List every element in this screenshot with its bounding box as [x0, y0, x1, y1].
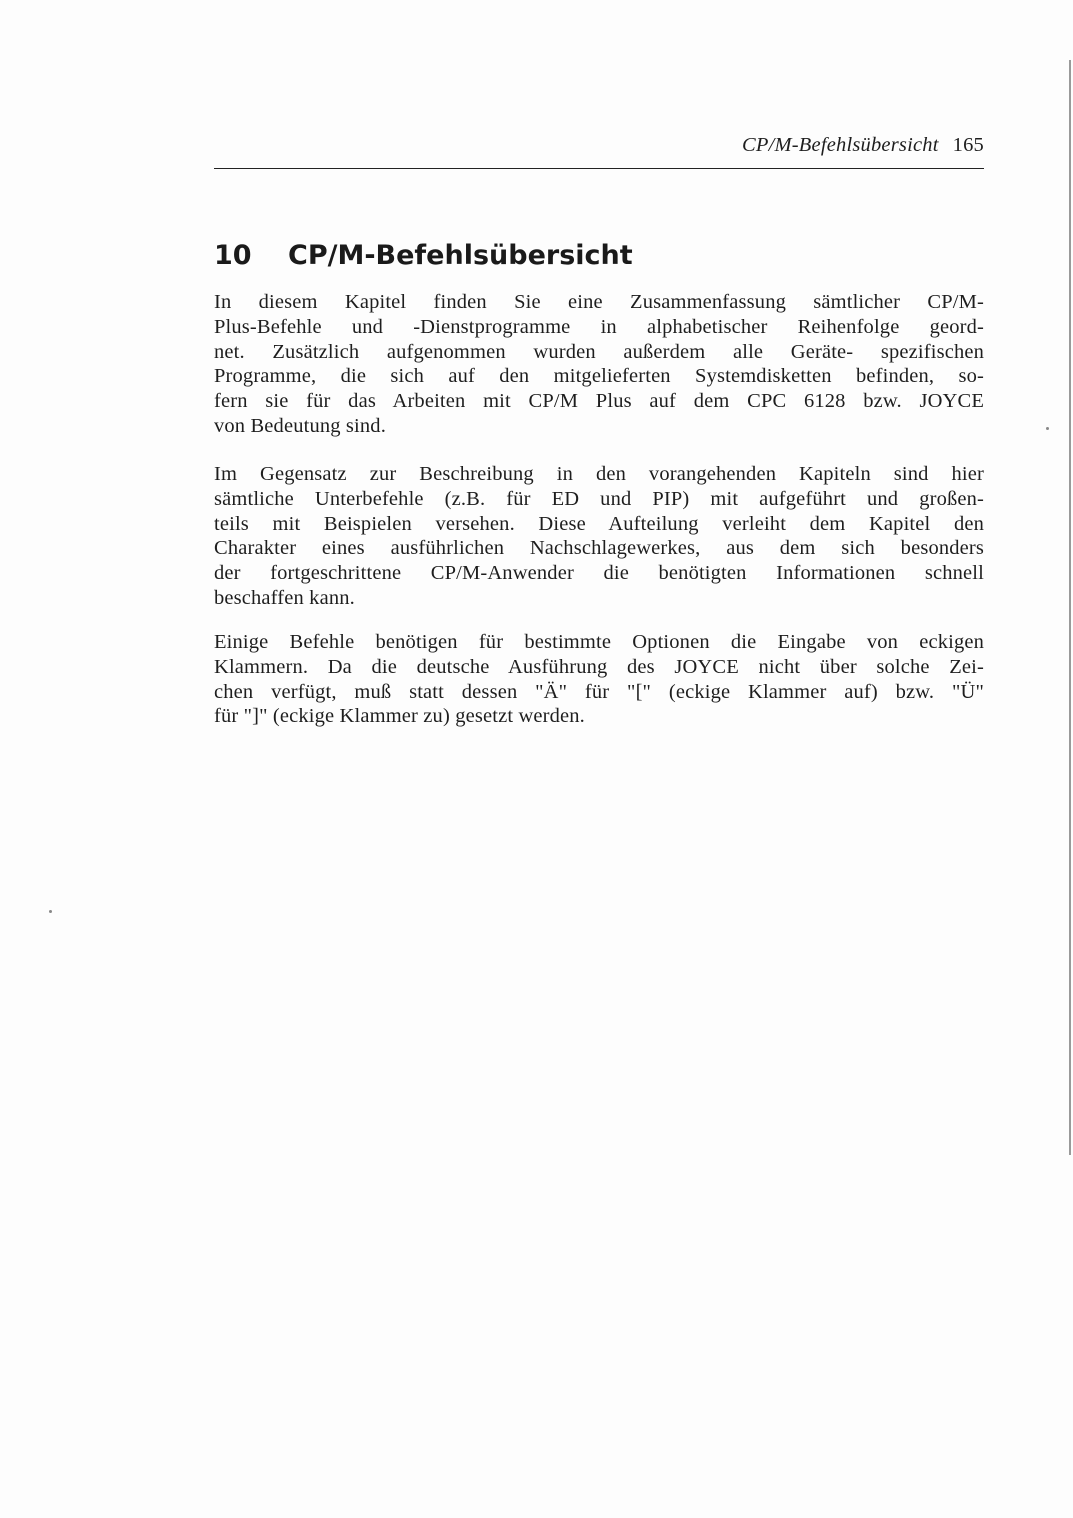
text-line: Einige Befehle benötigen für bestimmte Optionen die Eingabe von eckigen	[214, 631, 984, 653]
text-line: teils mit Beispielen versehen. Diese Aufteilung verleiht dem Kapitel den	[214, 512, 984, 535]
text-line: Im Gegensatz zur Beschreibung in den vorangehenden Kapiteln sind hier	[214, 463, 984, 485]
paragraph-intro	[214, 290, 984, 439]
chapter-heading	[214, 236, 633, 276]
text-line: sämtliche Unterbefehle (z.B. für ED und PIP) mit aufgeführt und großen-	[214, 487, 984, 510]
text-line: Klammern. Da die deutsche Ausführung des JOYCE nicht über solche Zei-	[214, 655, 984, 678]
paragraph-subcommands	[214, 462, 984, 611]
text-line: In diesem Kapitel finden Sie eine Zusammenfassung sämtlicher CP/M-	[214, 291, 984, 313]
paragraph-brackets	[214, 630, 984, 729]
chapter-title: CP/M-Befehlsübersicht	[288, 240, 633, 271]
header-rule	[214, 168, 984, 169]
chapter-number: 10	[214, 240, 252, 271]
text-line: Charakter eines ausführlichen Nachschlagewerkes, aus dem sich besonders	[214, 537, 984, 560]
text-line: fern sie für das Arbeiten mit CP/M Plus auf dem CPC 6128 bzw. JOYCE	[214, 390, 984, 413]
text-line: Programme, die sich auf den mitgelieferten Systemdisketten befinden, so-	[214, 365, 984, 388]
text-line: der fortgeschrittene CP/M-Anwender die benötigten Informationen schnell	[214, 562, 984, 585]
text-line: für "]" (eckige Klammer zu) gesetzt werden.	[214, 705, 585, 728]
text-line: von Bedeutung sind.	[214, 414, 386, 437]
text-line: Plus-Befehle und -Dienstprogramme in alphabetischer Reihenfolge geord-	[214, 315, 984, 338]
running-head-title: CP/M-Befehlsübersicht	[742, 134, 939, 156]
text-line: net. Zusätzlich aufgenommen wurden außerdem alle Geräte- spezifischen	[214, 340, 984, 363]
text-line: beschaffen kann.	[214, 586, 355, 609]
scan-speck	[1046, 427, 1049, 430]
text-line: chen verfügt, muß statt dessen "Ä" für "[" (eckige Klammer auf) bzw. "Ü"	[214, 680, 984, 703]
scan-edge-shadow	[1069, 60, 1071, 1155]
page-number: 165	[952, 134, 984, 156]
scan-speck	[49, 910, 52, 913]
running-head	[214, 131, 984, 159]
